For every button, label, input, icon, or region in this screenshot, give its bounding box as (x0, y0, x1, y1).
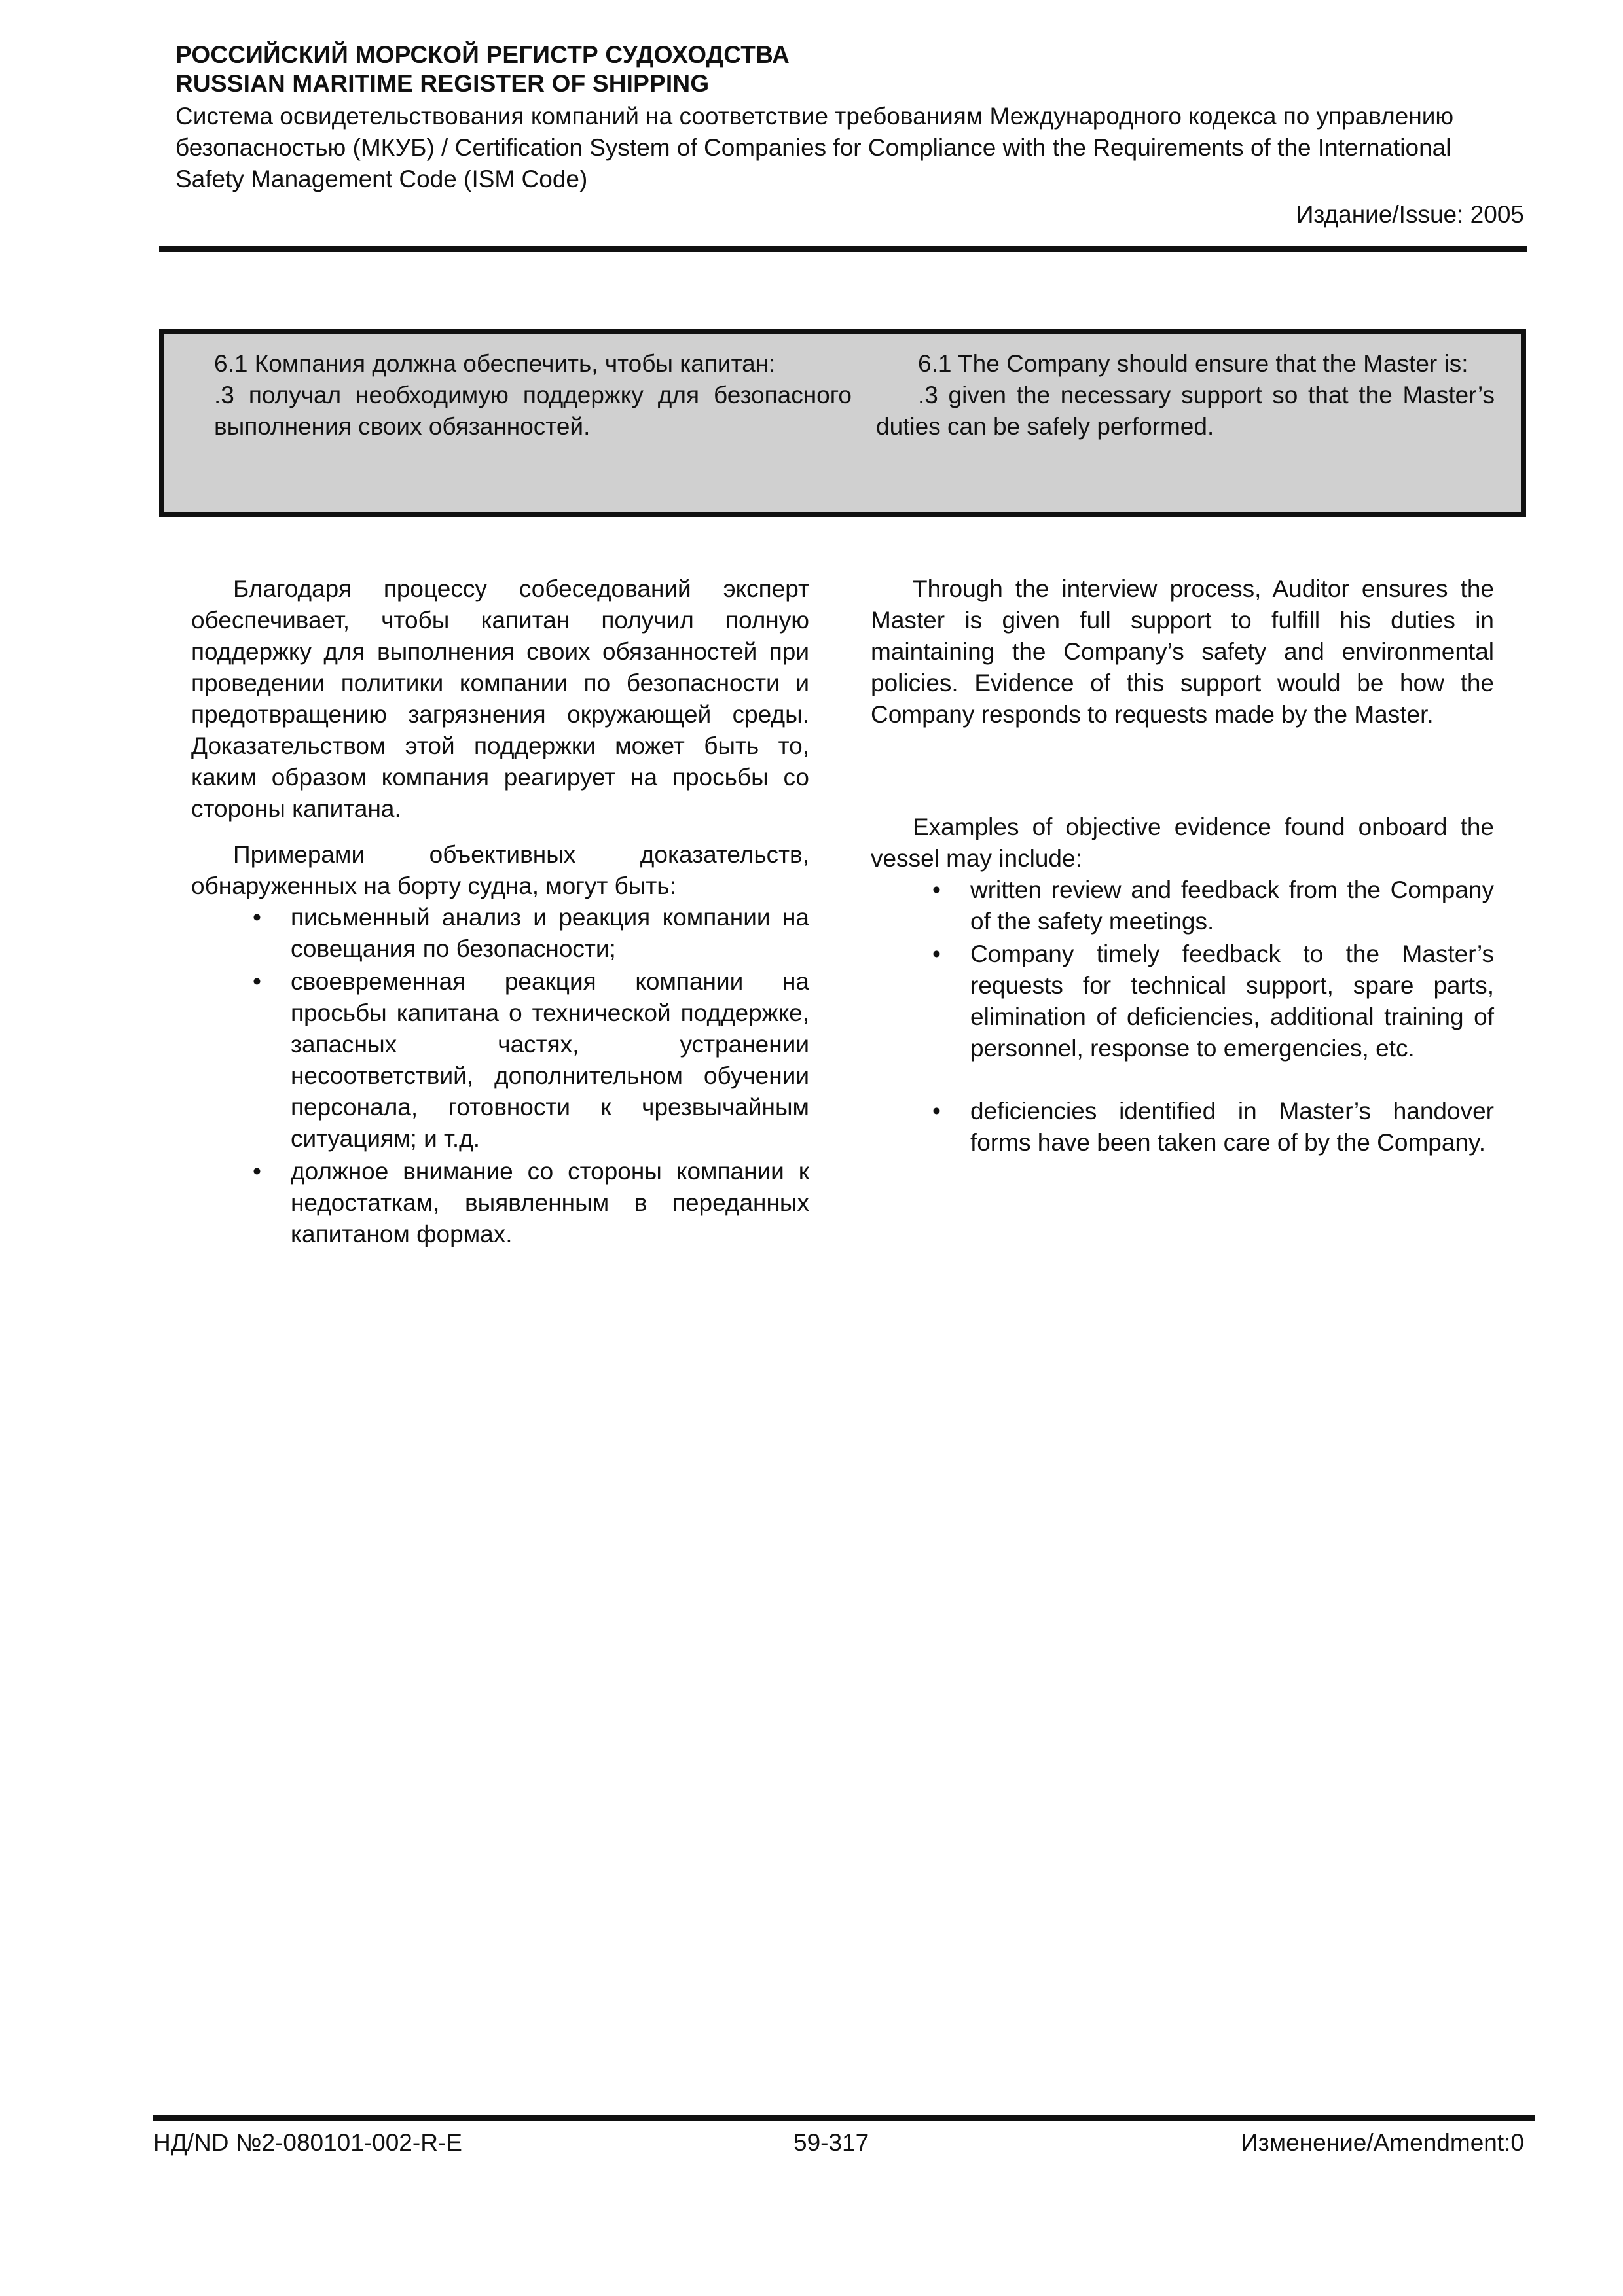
page-number: 59-317 (793, 2129, 869, 2156)
list-item: • должное внимание со стороны компании к недостаткам, выявленным в переданных капитаном формах. (191, 1156, 809, 1250)
paragraph-en-1: Through the interview process, Auditor ensures the Master is given full support to fulfill his duties in maintaining the Company’s safety and environmental policies. Evidence of this support would be how the Company responds to requests made by the Master. (871, 575, 1494, 728)
list-item: • deficiencies identified in Master’s handover forms have been taken care of by the Company. (871, 1096, 1494, 1158)
list-item: • своевременная реакция компании на просьбы капитана о технической поддержке, запасных частях, устранении несоответствий, дополнительном обучении персонала, готовности к чрезвычайным ситуациям; и т.д. (191, 966, 809, 1155)
requirement-en-lead: 6.1 The Company should ensure that the Master is: (918, 350, 1468, 377)
list-item: • письменный анализ и реакция компании на совещания по безопасности; (191, 902, 809, 965)
body-column-ru (191, 573, 809, 1250)
bullet-list-en (871, 874, 1494, 1158)
paragraph-ru-2: Примерами объективных доказательств, обнаруженных на борту судна, могут быть: (191, 841, 809, 899)
organization-name-en: RUSSIAN MARITIME REGISTER OF SHIPPING (175, 70, 710, 97)
document-subtitle: Система освидетельствования компаний на соответствие требованиям Международного кодекса по управлению безопасностью (МКУБ) / Certification System of Companies for Compliance with the Requirements of the International Safety Management Code (ISM Code) (175, 103, 1454, 192)
requirement-en-item: .3 given the necessary support so that the Master’s duties can be safely performed. (876, 382, 1495, 440)
footer-divider (153, 2115, 1535, 2121)
issue-label: Издание/Issue: 2005 (1296, 201, 1524, 228)
list-item: • Company timely feedback to the Master’s requests for technical support, spare parts, elimination of deficiencies, additional training of personnel, response to emergencies, etc. (871, 939, 1494, 1064)
document-number: НД/ND №2-080101-002-R-E (153, 2129, 462, 2156)
bullet-list-ru (191, 902, 809, 1250)
paragraph-en-2: Examples of objective evidence found onboard the vessel may include: (871, 814, 1494, 872)
requirement-ru-lead: 6.1 Компания должна обеспечить, чтобы капитан: (214, 350, 776, 377)
requirement-en (876, 348, 1495, 442)
organization-name-ru: РОССИЙСКИЙ МОРСКОЙ РЕГИСТР СУДОХОДСТВА (175, 41, 790, 68)
body-column-en (871, 573, 1494, 1158)
requirement-ru-item: .3 получал необходимую поддержку для безопасного выполнения своих обязанностей. (214, 382, 852, 440)
amendment-label: Изменение/Amendment:0 (1241, 2129, 1524, 2156)
requirement-ru (197, 348, 852, 442)
header-divider (159, 246, 1527, 252)
requirement-box (159, 329, 1526, 517)
list-item: • written review and feedback from the Company of the safety meetings. (871, 874, 1494, 937)
paragraph-ru-1: Благодаря процессу собеседований эксперт обеспечивает, чтобы капитан получил полную поддержку для выполнения своих обязанностей при проведении политики компании по безопасности и предотвращению загрязнения окружающей среды. Доказательством этой поддержки может быть то, каким образом компания реагирует на просьбы со стороны капитана. (191, 575, 809, 822)
page-header (175, 41, 1524, 230)
